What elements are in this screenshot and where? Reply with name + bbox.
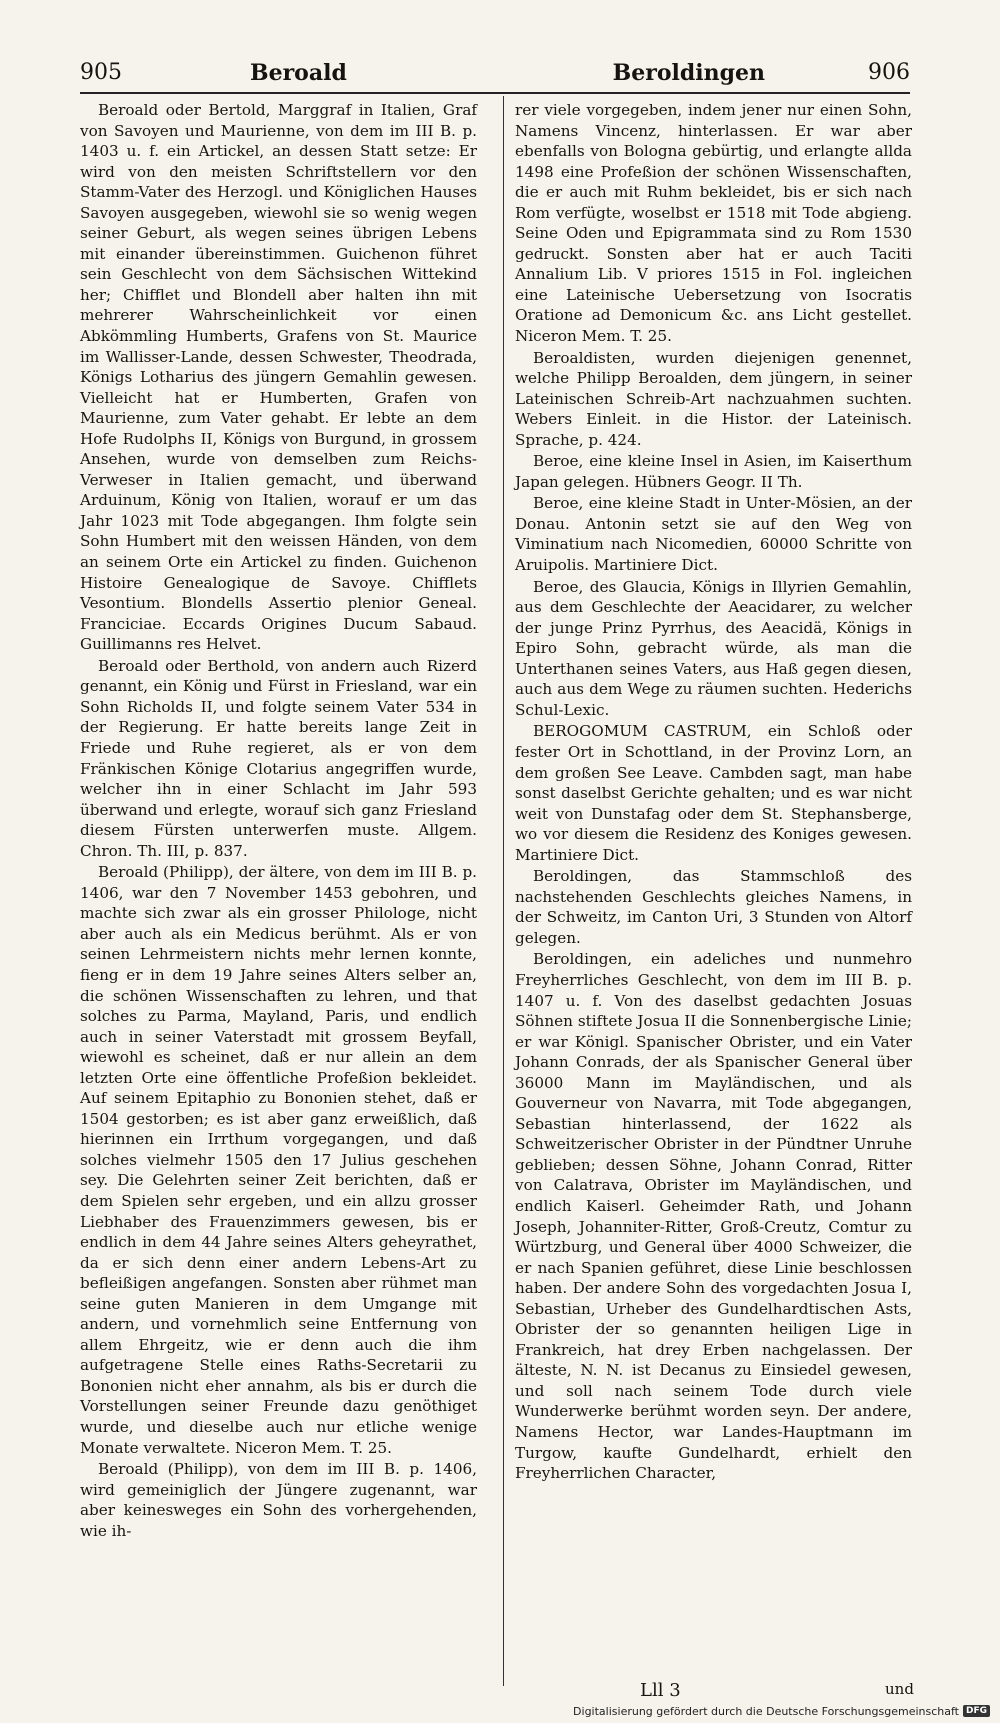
signature-mark: Lll 3: [640, 1680, 681, 1701]
running-header: [80, 58, 910, 94]
entry-beroldingen-family: Beroldingen, ein adeliches und nunmehro Freyherrliches Geschlecht, von dem im III B. p. 1407 u. f. Von des daselbst gedachten Josuas Söhnen stiftete Josua II die Sonnenbergische Linie; er war Königl. Spanischer Obrister, und ein Vater Johann Conrads, der als Spanischer General über 36000 Mann im Mayländischen, und als Gouverneur von Navarra, mit Tode abgegangen, Sebastian hinterlassend, der 1622 als Schweitzerischer Obrister in der Pündtner Unruhe geblieben; dessen Söhne, Johann Conrad, Ritter von Calatrava, Obrister im Mayländischen, und endlich Kaiserl. Geheimder Rath, und Johann Joseph, Johanniter-Ritter, Groß-Creutz, Comtur zu Würtzburg, und General über 4000 Schweizer, die er nach Spanien geführet, diese Linie beschlossen haben. Der andere Sohn des vorgedachten Josua I, Sebastian, Urheber des Gundelhardtischen Asts, Obrister der so genannten heiligen Lige in Frankreich, hat drey Erben nachgelassen. Der älteste, N. N. ist Decanus zu Einsiedel gewesen, und soll nach seinem Tode durch viele Wunderwerke berühmt worden seyn. Der andere, Namens Hector, war Landes-Hauptmann im Turgow, kaufte Gundelhardt, erhielt den Freyherrlichen Character,: [515, 950, 912, 1483]
column-divider: [503, 96, 504, 1686]
catchword: und: [885, 1680, 914, 1698]
entry-beroldingen-castle: Beroldingen, das Stammschloß des nachstehenden Geschlechts gleiches Namens, in der Schweitz, im Canton Uri, 3 Stunden von Altorf gelegen.: [515, 867, 912, 947]
digitization-footer: [573, 1703, 990, 1719]
entry-beroald-philipp-elder: Beroald (Philipp), der ältere, von dem im III B. p. 1406, war den 7 November 1453 gebohren, und machte sich zwar als ein grosser Philologe, nicht aber auch als ein Medicus berühmt. Als er von seinen Lehrmeistern nichts mehr lernen konnte, fieng er in dem 19 Jahre seines Alters selber an, die schönen Wissenschaften zu lehren, und that solches zu Parma, Mayland, Paris, und endlich auch in seiner Vaterstadt mit grossem Beyfall, wiewohl es scheinet, daß er nur allein an dem letzten Orte eine öffentliche Profeßion bekleidet. Auf seinem Epitaphio zu Bononien stehet, daß er 1504 gestorben; es ist aber ganz erweißlich, daß hierinnen ein Irrthum vorgegangen, und daß solches vielmehr 1505 den 17 Julius geschehen sey. Die Gelehrten seiner Zeit berichten, daß er dem Spielen sehr ergeben, und ein allzu grosser Liebhaber des Frauenzimmers gewesen, bis er endlich in dem 44 Jahre seines Alters geheyrathet, da er sich denn einer andern Lebens-Art zu befleißigen angefangen. Sonsten aber rühmet man seine guten Manieren in dem Umgange mit andern, und vornehmlich seine Entfernung von allem Ehrgeitz, wie er denn auch die ihm aufgetragene Stelle eines Raths-Secretarii zu Bononien nicht eher annahm, als bis er durch die Vorstellungen seiner Freunde dazu genöthiget wurde, und dieselbe auch nur etliche wenige Monate verwaltete. Niceron Mem. T. 25.: [80, 863, 477, 1457]
page-number-left: 905: [80, 60, 122, 85]
left-column: [80, 100, 477, 1542]
entry-continuation: rer viele vorgegeben, indem jener nur einen Sohn, Namens Vincenz, hinterlassen. Er war aber ebenfalls von Bologna gebürtig, und erlangte allda 1498 eine Profeßion der schönen Wissenschaften, die er auch mit Ruhm bekleidet, bis er sich nach Rom verfügte, woselbst er 1518 mit Tode abgieng. Seine Oden und Epigrammata sind zu Rom 1530 gedruckt. Sonsten aber hat er auch Taciti Annalium Lib. V priores 1515 in Fol. ingleichen eine Lateinische Uebersetzung von Isocratis Oratione ad Demonicum &c. ans Licht gestellet. Niceron Mem. T. 25.: [515, 101, 912, 346]
keyword-left: Beroald: [250, 60, 347, 86]
dfg-logo: DFG: [963, 1705, 990, 1717]
entry-beroald-bertold: Beroald oder Bertold, Marggraf in Italien, Graf von Savoyen und Maurienne, von dem im III B. p. 1403 u. f. ein Artickel, an dessen Statt setze: Er wird von den meisten Schriftstellern vor den Stamm-Vater des Herzogl. und Königlichen Hauses Savoyen ausgegeben, wiewohl sie so wenig wegen seiner Geburt, als wegen seines übrigen Lebens mit einander übereinstimmen. Guichenon führet sein Geschlecht von dem Sächsischen Wittekind her; Chifflet und Blondell aber halten ihn mit mehrerer Wahrscheinlichkeit vor einen Abkömmling Humberts, Grafens von St. Maurice im Wallisser-Lande, dessen Schwester, Theodrada, Königs Lotharius des jüngern Gemahlin gewesen. Vielleicht hat er Humberten, Grafen von Maurienne, zum Vater gehabt. Er lebte an dem Hofe Rudolphs II, Königs von Burgund, in grossem Ansehen, wurde von demselben zum Reichs-Verweser in Italien gemacht, und überwand Arduinum, König von Italien, worauf er um das Jahr 1023 mit Tode abgegangen. Ihm folgte sein Sohn Humbert mit den weissen Händen, von dem an seinem Orte ein Artickel zu finden. Guichenon Histoire Genealogique de Savoye. Chifflets Vesontium. Blondells Assertio plenior Geneal. Franciciae. Eccards Origines Ducum Sabaud. Guillimanns res Helvet.: [80, 101, 477, 654]
keyword-right: Beroldingen: [612, 60, 765, 86]
entry-beroaldisten: Beroaldisten, wurden diejenigen genennet, welche Philipp Beroalden, dem jüngern, in seiner Lateinischen Schreib-Art nachzuahmen suchten. Webers Einleit. in die Histor. der Lateinisch. Sprache, p. 424.: [515, 348, 912, 449]
page-number-right: 906: [868, 60, 910, 85]
footer-text: Digitalisierung gefördert durch die Deutsche Forschungsgemeinschaft: [573, 1704, 959, 1718]
entry-beroe-island: Beroe, eine kleine Insel in Asien, im Kaiserthum Japan gelegen. Hübners Geogr. II Th.: [515, 452, 912, 491]
right-column: [515, 100, 912, 1485]
entry-beroe-queen: Beroe, des Glaucia, Königs in Illyrien Gemahlin, aus dem Geschlechte der Aeacidarer, zu welcher der junge Prinz Pyrrhus, des Aeacidä, Königs in Epiro Sohn, gebracht würde, als man die Unterthanen seines Vaters, aus Haß gegen diesen, auch aus dem Wege zu räumen suchten. Hederichs Schul-Lexic.: [515, 577, 912, 719]
entry-berogomum-castrum: BEROGOMUM CASTRUM, ein Schloß oder fester Ort in Schottland, in der Provinz Lorn, an dem großen See Leave. Cambden sagt, man habe sonst daselbst Gerichte gehalten; und es war nicht weit von Dunstafag oder dem St. Stephansberge, wo vor diesem die Residenz des Koniges gewesen. Martiniere Dict.: [515, 722, 912, 864]
entry-beroe-town: Beroe, eine kleine Stadt in Unter-Mösien, an der Donau. Antonin setzt sie auf den Weg von Viminatium nach Nicomedien, 60000 Schritte von Aruipolis. Martiniere Dict.: [515, 494, 912, 575]
entry-beroald-philipp-younger: Beroald (Philipp), von dem im III B. p. 1406, wird gemeiniglich der Jüngere zugenannt, war aber keinesweges ein Sohn des vorhergehenden, wie ih-: [80, 1460, 477, 1540]
entry-beroald-berthold: Beroald oder Berthold, von andern auch Rizerd genannt, ein König und Fürst in Friesland, war ein Sohn Richolds II, und folgte seinem Vater 534 in der Regierung. Er hatte bereits lange Zeit in Friede und Ruhe regieret, als er von dem Fränkischen Könige Clotarius angegriffen wurde, welcher ihn in einer Schlacht im Jahr 593 überwand und erlegte, worauf sich ganz Friesland diesem Fürsten unterwerfen muste. Allgem. Chron. Th. III, p. 837.: [80, 656, 477, 860]
